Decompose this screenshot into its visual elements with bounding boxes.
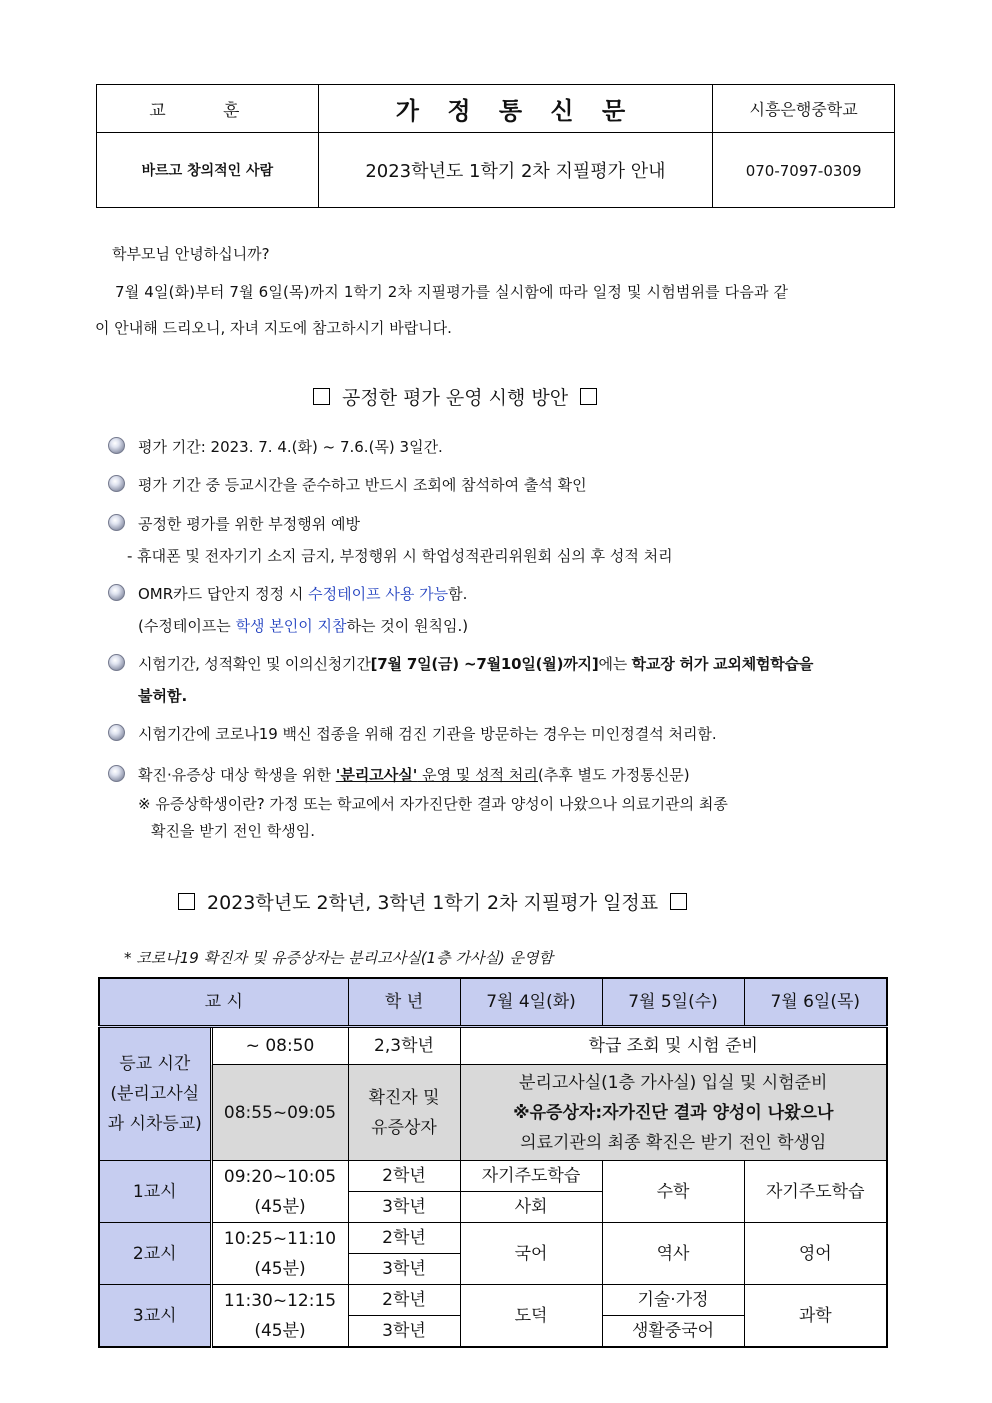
omr-text-end: 함.: [448, 585, 468, 603]
arrival-time-isolation: 08:55~09:05: [211, 1065, 348, 1161]
period-1-label: 1교시: [99, 1161, 211, 1223]
omr-note-text: (수정테이프는: [138, 617, 236, 635]
period-2-grade-2: 2학년: [348, 1223, 460, 1254]
item-field-trip-line2: 불허함.: [138, 687, 188, 705]
period-time-range: 11:30~12:15: [223, 1290, 337, 1311]
item-isolation-note-1: ※ 유증상학생이란? 가정 또는 학교에서 자가진단한 결과 양성이 나왔으나 의료기관의 최종: [138, 795, 728, 813]
item-cheating-prevention: 공정한 평가를 위한 부정행위 예방: [138, 515, 360, 533]
isolation-underlined: 운영 및 성적 처리: [417, 766, 538, 784]
bullet-icon: [108, 475, 125, 492]
school-cell: [713, 85, 895, 133]
isolation-content-line: 분리고사실(1층 가사실) 입실 및 시험준비: [519, 1072, 828, 1093]
header-table: [96, 84, 895, 208]
document-subtitle: 2023학년도 1학기 2차 지필평가 안내: [365, 161, 666, 182]
field-trip-text: 시험기간, 성적확인 및 이의신청기간: [138, 655, 371, 673]
period-3-day-2-grade-2: 기술·가정: [602, 1285, 744, 1316]
phone-cell: [713, 133, 895, 208]
section-title-text: 2023학년도 2학년, 3학년 1학기 2차 지필평가 일정표: [207, 892, 659, 914]
arrival-label-line: 등교 시간: [119, 1054, 191, 1074]
phone-number: 070-7097-0309: [745, 161, 862, 180]
period-3-time: [211, 1285, 348, 1348]
field-trip-mid: 에는: [598, 655, 632, 673]
arrival-grade-isolation: [348, 1065, 460, 1161]
motto-text: 바르고 창의적인 사람: [141, 163, 274, 179]
isolation-text-end: (추후 별도 가정통신문): [537, 766, 690, 784]
item-evaluation-period: 평가 기간: 2023. 7. 4.(화) ~ 7.6.(목) 3일간.: [138, 438, 443, 456]
item-covid-vaccine: 시험기간에 코로나19 백신 접종을 위해 검진 기관을 방문하는 경우는 미인정결석 처리함.: [138, 725, 717, 743]
intro-line-1: 7월 4일(화)부터 7월 6일(목)까지 1학기 2차 지필평가를 실시함에 따라 일정 및 시험범위를 다음과 같: [115, 283, 789, 301]
checkbox-icon: [670, 893, 687, 910]
item-field-trip: [138, 653, 813, 674]
checkbox-icon: [313, 388, 330, 405]
period-1-day-2: 수학: [602, 1161, 744, 1223]
period-time-range: 10:25~11:10: [223, 1228, 337, 1249]
item-isolation-room: [138, 764, 690, 785]
period-3-day-3: 과학: [744, 1285, 887, 1348]
period-2-day-1: 국어: [460, 1223, 602, 1285]
arrival-label-line: 과 시차등교): [107, 1114, 202, 1134]
isolation-text: 확진·유증상 대상 학생을 위한: [138, 766, 336, 784]
bullet-icon: [108, 514, 125, 531]
schedule-note: * 코로나19 확진자 및 유증상자는 분리고사실(1층 가사실) 운영함: [124, 949, 553, 967]
omr-highlight: 수정테이프 사용 가능: [308, 585, 449, 603]
period-3-label: 3교시: [99, 1285, 211, 1348]
period-2-day-3: 영어: [744, 1223, 887, 1285]
omr-note-end: 하는 것이 원칙임.): [346, 617, 469, 635]
arrival-grade-regular: 2,3학년: [348, 1027, 460, 1065]
bullet-icon: [108, 765, 125, 782]
greeting: 학부모님 안녕하십니까?: [112, 245, 270, 263]
item-attendance: 평가 기간 중 등교시간을 준수하고 반드시 조회에 참석하여 출석 확인: [138, 476, 587, 494]
field-trip-dates: [7월 7일(금) ~7월10일(월)까지]: [370, 655, 599, 673]
header-day-3: 7월 6일(목): [744, 978, 887, 1027]
field-trip-bold: 학교장 허가 교외체험학습을: [631, 655, 814, 673]
title-cell: [318, 85, 712, 133]
bullet-icon: [108, 654, 125, 671]
period-duration: (45분): [254, 1196, 306, 1217]
checkbox-icon: [178, 893, 195, 910]
period-3-day-2-grade-3: 생활중국어: [602, 1316, 744, 1348]
period-2-day-2: 역사: [602, 1223, 744, 1285]
schedule-table: [98, 977, 888, 1348]
header-day-2: 7월 5일(수): [602, 978, 744, 1027]
omr-note-highlight: 학생 본인이 지참: [235, 617, 347, 635]
period-3-day-1: 도덕: [460, 1285, 602, 1348]
period-3-grade-2: 2학년: [348, 1285, 460, 1316]
page-title: 가 정 통 신 문: [395, 97, 636, 125]
section-title-schedule: [178, 888, 687, 915]
header-grade: 학 년: [348, 978, 460, 1027]
header-period: 교 시: [99, 978, 348, 1027]
period-2-grade-3: 3학년: [348, 1254, 460, 1285]
isolation-room-name: '분리고사실': [335, 766, 418, 784]
period-1-day-1-grade-2: 자기주도학습: [460, 1161, 602, 1192]
period-2-time: [211, 1223, 348, 1285]
period-duration: (45분): [254, 1258, 306, 1279]
period-1-day-3: 자기주도학습: [744, 1161, 887, 1223]
period-1-time: [211, 1161, 348, 1223]
motto-cell: [97, 133, 319, 208]
subtitle-cell: [318, 133, 712, 208]
grade-line: 확진자 및: [368, 1087, 440, 1108]
omr-text: OMR카드 답안지 정정 시: [138, 585, 309, 603]
arrival-content-regular: 학급 조회 및 시험 준비: [460, 1027, 887, 1065]
section-title-fair-evaluation: [313, 383, 597, 410]
item-omr: [138, 583, 467, 604]
period-1-grade-2: 2학년: [348, 1161, 460, 1192]
motto-label-cell: [97, 85, 319, 133]
period-1-day-1-grade-3: 사회: [460, 1192, 602, 1223]
bullet-icon: [108, 437, 125, 454]
header-day-1: 7월 4일(화): [460, 978, 602, 1027]
checkbox-icon: [580, 388, 597, 405]
motto-label: 교 훈: [149, 101, 266, 121]
isolation-content-line: ※유증상자:자가진단 결과 양성이 나왔으나: [513, 1102, 834, 1123]
bullet-icon: [108, 584, 125, 601]
arrival-time-regular: ~ 08:50: [211, 1027, 348, 1065]
bullet-icon: [108, 724, 125, 741]
arrival-content-isolation: [460, 1065, 887, 1161]
period-time-range: 09:20~10:05: [223, 1166, 337, 1187]
isolation-content-line: 의료기관의 최종 확진은 받기 전인 학생임: [520, 1132, 827, 1153]
period-1-grade-3: 3학년: [348, 1192, 460, 1223]
section-title-text: 공정한 평가 운영 시행 방안: [342, 387, 569, 409]
intro-line-2: 이 안내해 드리오니, 자녀 지도에 참고하시기 바랍니다.: [95, 319, 452, 337]
arrival-label-line: (분리고사실: [110, 1084, 200, 1104]
item-isolation-note-2: 확진을 받기 전인 학생임.: [151, 822, 315, 840]
school-name: 시흥은행중학교: [749, 100, 858, 119]
period-2-label: 2교시: [99, 1223, 211, 1285]
item-cheating-detail: - 휴대폰 및 전자기기 소지 금지, 부정행위 시 학업성적관리위원회 심의 후 성적 처리: [127, 547, 673, 565]
item-omr-note: [138, 615, 468, 636]
arrival-label: [99, 1027, 211, 1161]
grade-line: 유증상자: [371, 1117, 437, 1138]
period-3-grade-3: 3학년: [348, 1316, 460, 1348]
period-duration: (45분): [254, 1320, 306, 1341]
